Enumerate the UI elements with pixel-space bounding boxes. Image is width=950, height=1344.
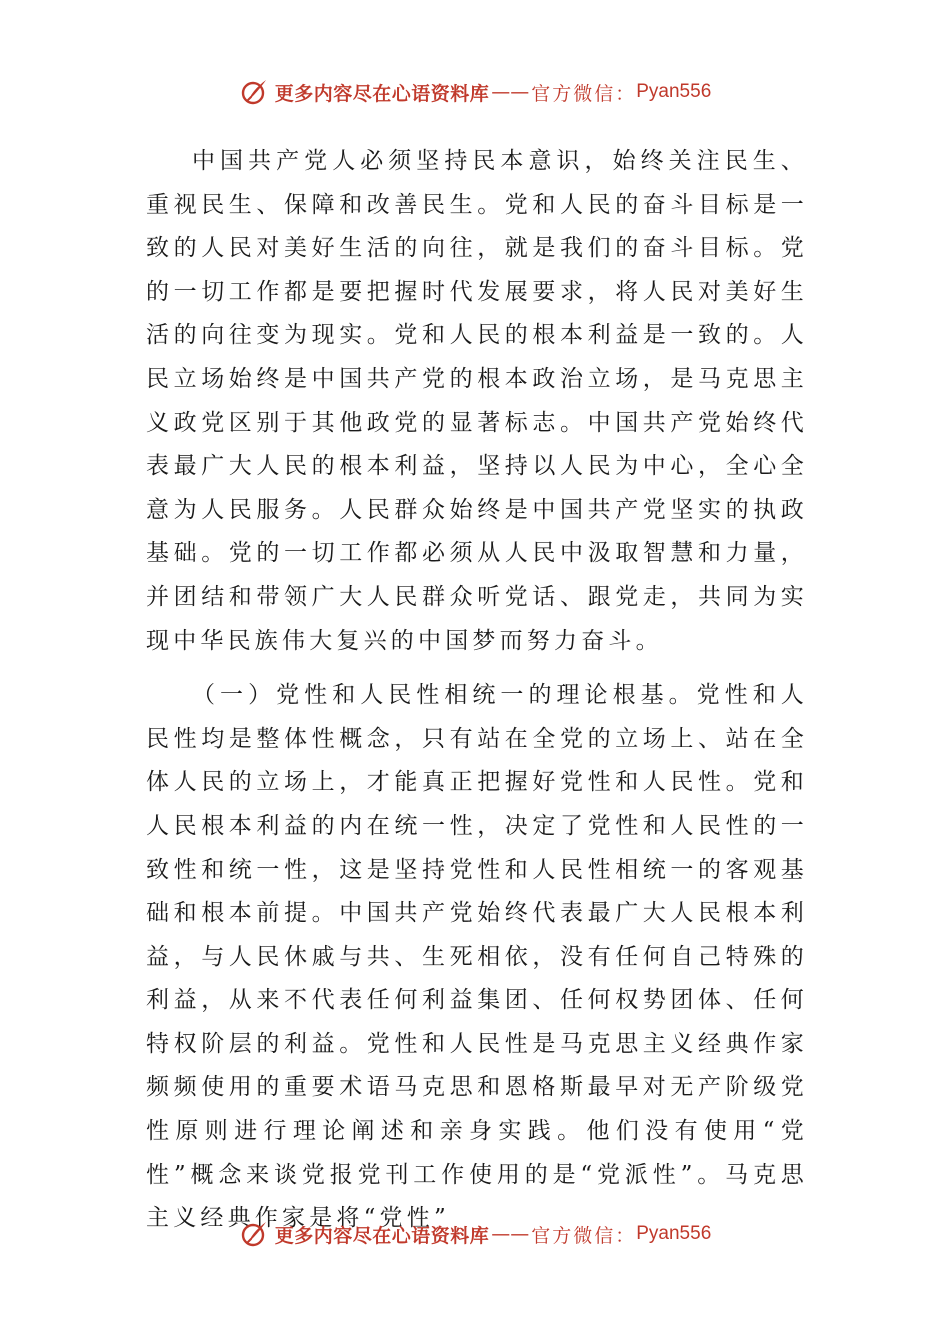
footer-banner [0, 1214, 950, 1254]
banner-wechat-id: Pyan556 [636, 1223, 712, 1244]
banner-dash: —— [491, 1223, 530, 1245]
quill-logo-icon [239, 77, 269, 107]
banner-dash: —— [491, 81, 530, 103]
body-paragraph: 中国共产党人必须坚持民本意识，始终关注民生、重视民生、保障和改善民生。党和人民的奋斗目标是一致的人民对美好生活的向往，就是我们的奋斗目标。党的一切工作都是要把握时代发展要求，将人民对美好生活的向往变为现实。党和人民的根本利益是一致的。人民立场始终是中国共产党的根本政治立场，是马克思主义政党区别于其他政党的显著标志。中国共产党始终代表最广大人民的根本利益，坚持以人民为中心，全心全意为人民服务。人民群众始终是中国共产党坚实的执政基础。党的一切工作都必须从人民中汲取智慧和力量，并团结和带领广大人民群众听党话、跟党走，共同为实现中华民族伟大复兴的中国梦而努力奋斗。 [146, 148, 808, 654]
body-paragraph: （一）党性和人民性相统一的理论根基。党性和人民性均是整体性概念，只有站在全党的立场上、站在全体人民的立场上，才能真正把握好党性和人民性。党和人民根本利益的内在统一性，决定了党性和人民性的一致性和统一性，这是坚持党性和人民性相统一的客观基础和根本前提。中国共产党始终代表最广大人民根本利益，与人民休戚与共、生死相依，没有任何自己特殊的利益，从来不代表任何利益集团、任何权势团体、任何特权阶层的利益。党性和人民性是马克思主义经典作家频频使用的重要术语马克思和恩格斯最早对无产阶级党性原则进行理论阐述和亲身实践。他们没有使用“党性”概念来谈党报党刊工作使用的是“党派性”。马克思主义经典作家是将“党性” [146, 682, 808, 1232]
banner-site-name: 更多内容尽在心语资料库 [274, 82, 490, 105]
document-body [146, 140, 808, 1241]
banner-site-name: 更多内容尽在心语资料库 [274, 1224, 490, 1247]
banner-wechat-label: 官方微信： [531, 82, 637, 105]
banner-wechat-label: 官方微信： [531, 1224, 637, 1247]
header-banner [0, 72, 950, 112]
banner-wechat-id: Pyan556 [636, 81, 712, 102]
quill-logo-icon [239, 1219, 269, 1249]
